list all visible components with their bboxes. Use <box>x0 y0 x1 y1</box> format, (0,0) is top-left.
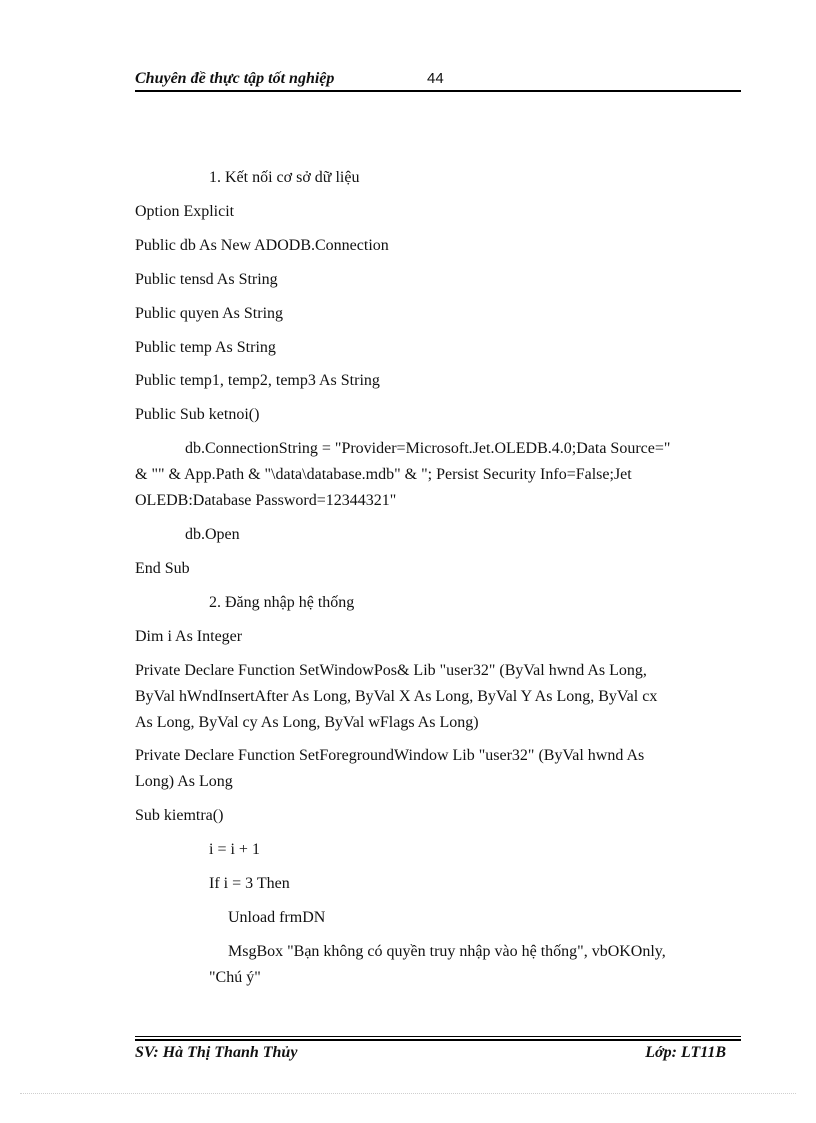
code-line: Option Explicit <box>135 203 235 220</box>
footer-rule <box>135 1039 741 1041</box>
code-line: db.ConnectionString = "Provider=Microsoft.Jet.OLEDB.4.0;Data Source=" <box>185 440 671 457</box>
code-line: MsgBox "Bạn không có quyền truy nhập vào hệ thống", vbOKOnly, <box>228 943 666 960</box>
section-heading-login: 2. Đăng nhập hệ thống <box>209 594 355 611</box>
footer-rule <box>135 1036 741 1037</box>
code-line: If i = 3 Then <box>209 875 290 892</box>
code-line: Private Declare Function SetForegroundWindow Lib "user32" (ByVal hwnd As <box>135 747 645 764</box>
code-line: Public temp1, temp2, temp3 As String <box>135 372 380 389</box>
code-line: i = i + 1 <box>209 841 260 858</box>
code-line: As Long, ByVal cy As Long, ByVal wFlags As Long) <box>135 714 479 731</box>
header-title: Chuyên đề thực tập tốt nghiệp <box>135 70 335 87</box>
page-number: 44 <box>427 70 444 87</box>
code-line: Public tensd As String <box>135 271 278 288</box>
code-line: "Chú ý" <box>209 969 261 986</box>
code-line: Private Declare Function SetWindowPos& Lib "user32" (ByVal hwnd As Long, <box>135 662 647 679</box>
code-line: Public temp As String <box>135 339 276 356</box>
code-line: Unload frmDN <box>228 909 326 926</box>
code-line: OLEDB:Database Password=12344321" <box>135 492 397 509</box>
code-line: Long) As Long <box>135 773 233 790</box>
page-footer <box>135 1036 741 1066</box>
code-line: Public db As New ADODB.Connection <box>135 237 389 254</box>
page-bottom-divider <box>20 1093 796 1094</box>
footer-student: SV: Hà Thị Thanh Thủy <box>135 1044 298 1061</box>
footer-class: Lớp: LT11B <box>645 1044 726 1061</box>
code-line: Public Sub ketnoi() <box>135 406 260 423</box>
code-line: Public quyen As String <box>135 305 284 322</box>
code-line: End Sub <box>135 560 190 577</box>
code-line: Sub kiemtra() <box>135 807 224 824</box>
section-heading-connect-db: 1. Kết nối cơ sở dữ liệu <box>209 169 360 186</box>
code-line: ByVal hWndInsertAfter As Long, ByVal X As Long, ByVal Y As Long, ByVal cx <box>135 688 658 705</box>
code-line: db.Open <box>185 526 240 543</box>
code-line: & "" & App.Path & "\data\database.mdb" & "; Persist Security Info=False;Jet <box>135 466 632 483</box>
code-line: Dim i As Integer <box>135 628 243 645</box>
